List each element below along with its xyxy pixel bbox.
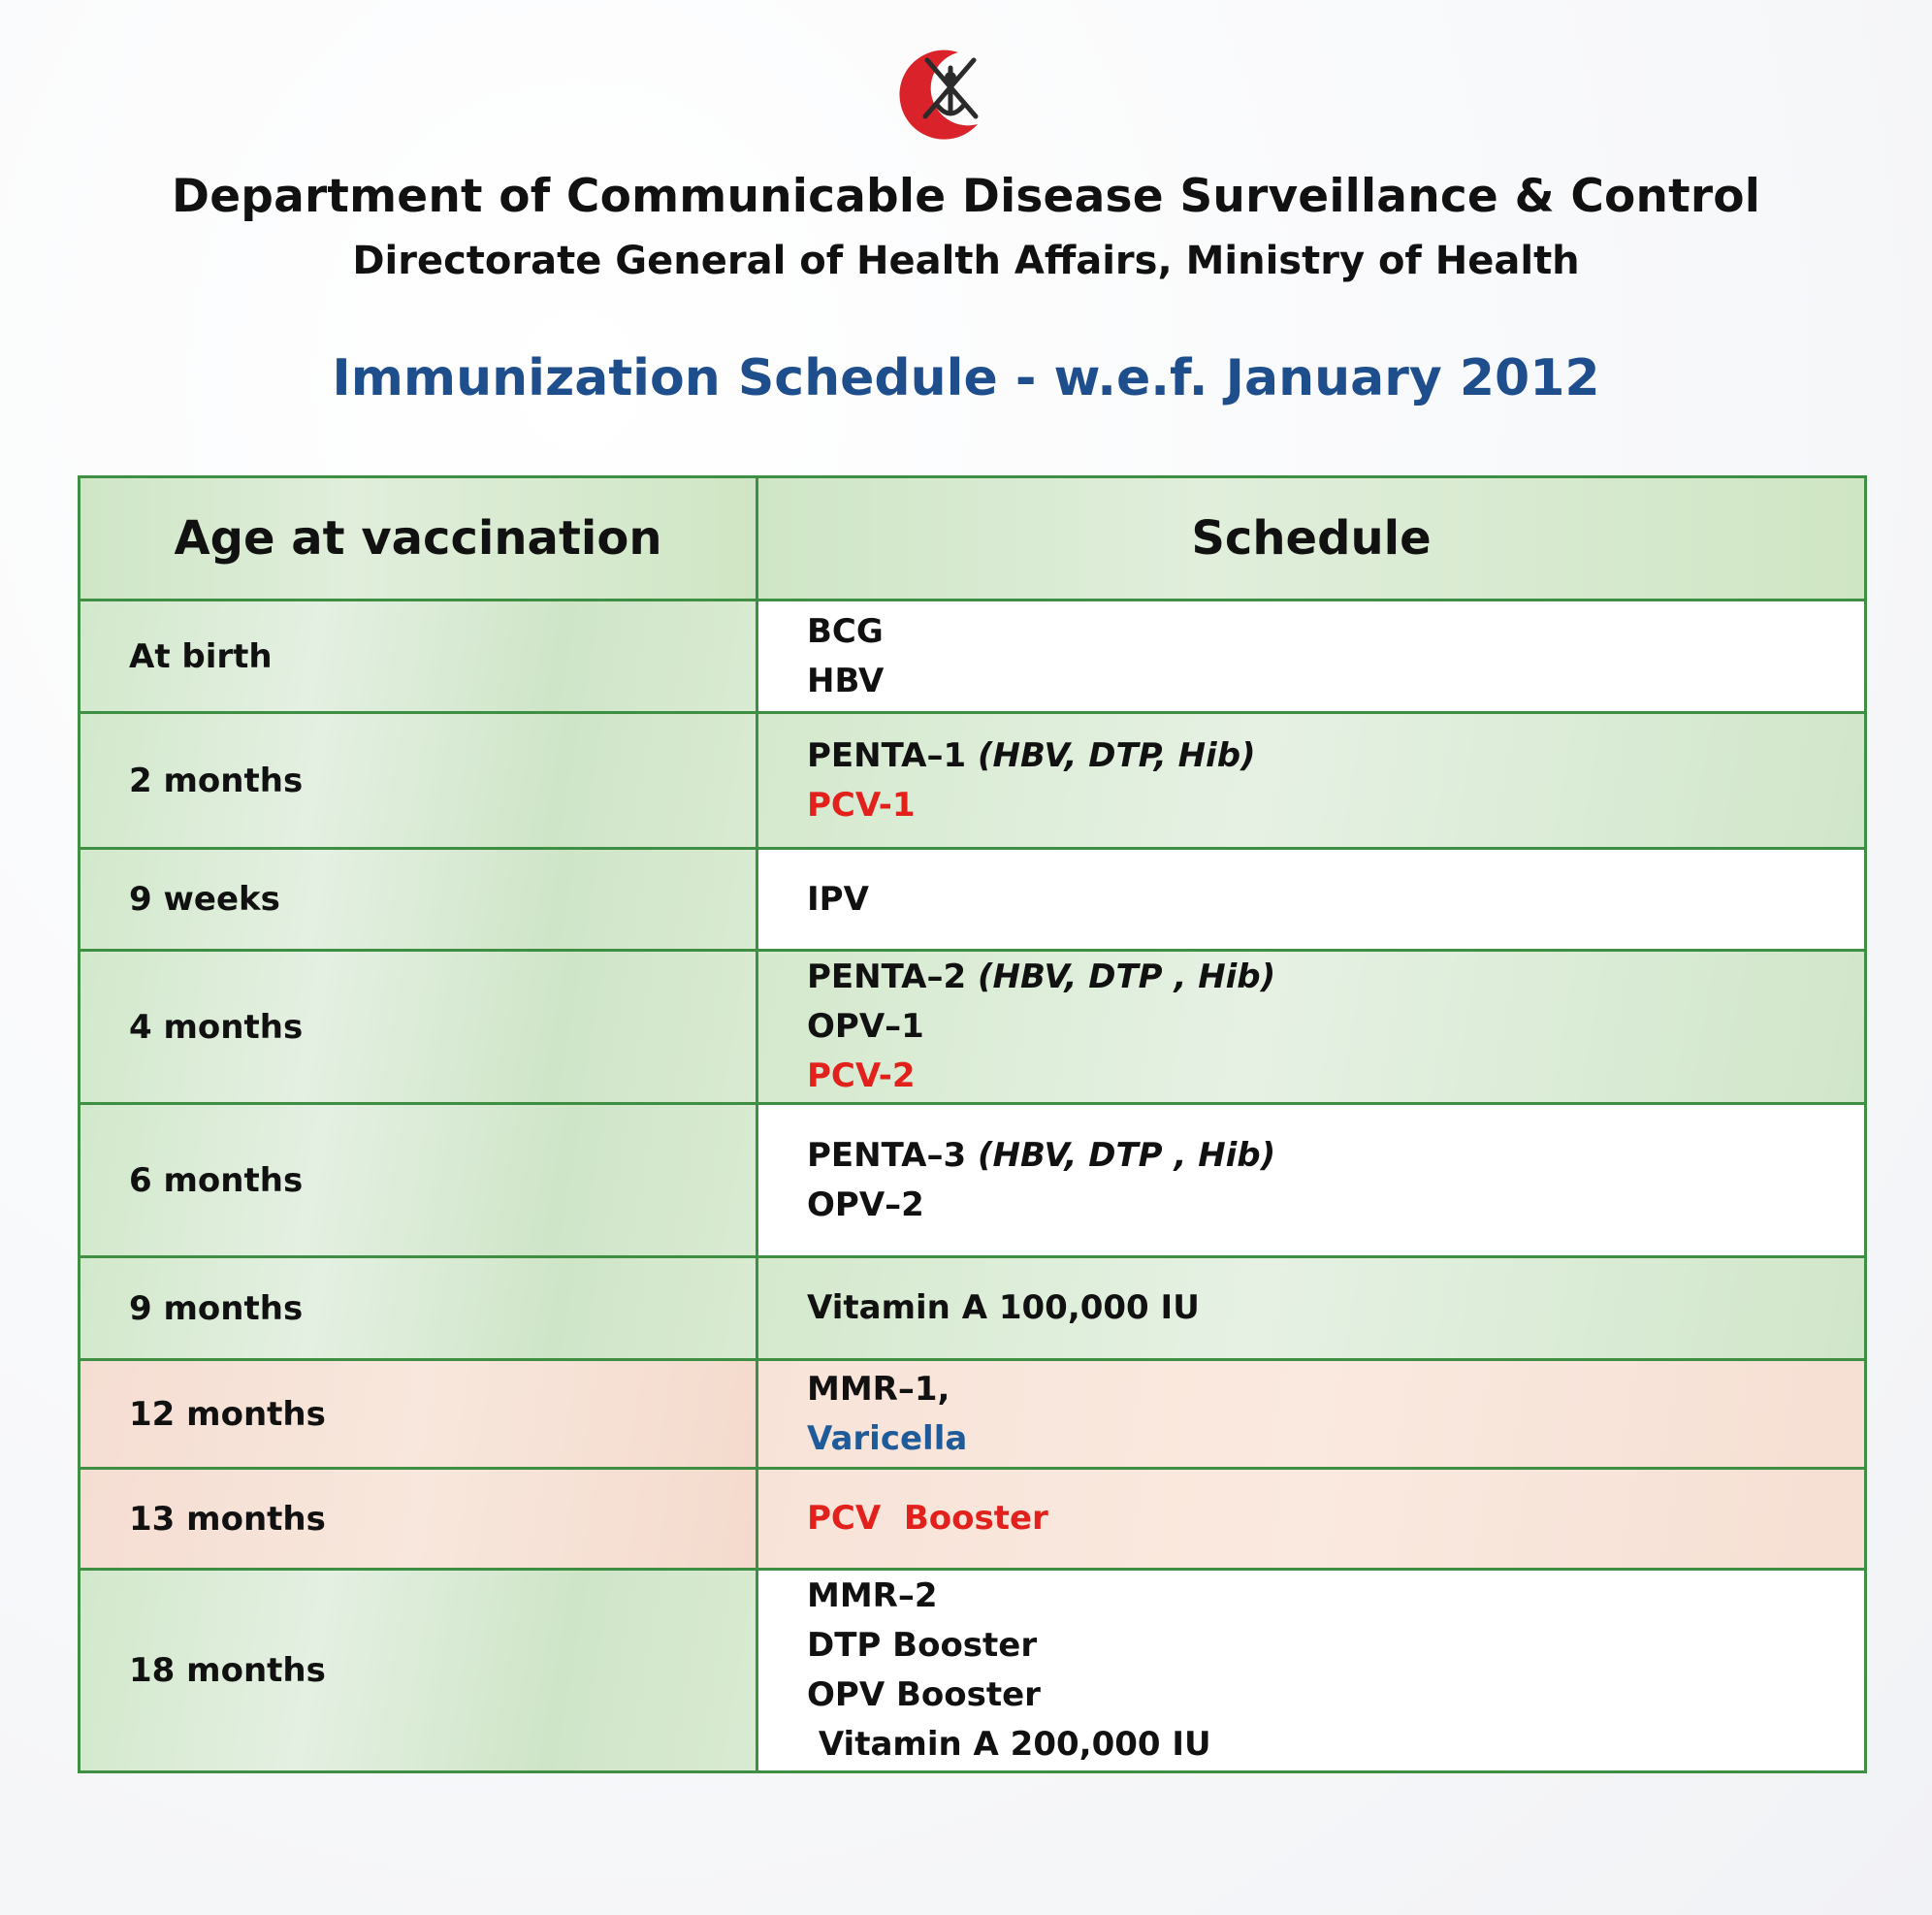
vaccine-item	[807, 607, 1863, 657]
vaccine-name: Vitamin A 100,000 IU	[807, 1288, 1200, 1327]
vaccine-name: Varicella	[807, 1418, 968, 1458]
vaccine-item	[807, 1621, 1863, 1671]
vaccine-name: OPV–2	[807, 1185, 924, 1224]
vaccine-item	[807, 1283, 1863, 1333]
age-cell: 9 months	[80, 1257, 757, 1360]
vaccine-item	[807, 1131, 1863, 1181]
vaccine-item	[807, 781, 1863, 830]
vaccine-name: BCG	[807, 611, 884, 651]
schedule-cell	[757, 1360, 1866, 1469]
table-row	[80, 713, 1866, 849]
table-row	[80, 1469, 1866, 1570]
schedule-cell	[757, 1257, 1866, 1360]
age-cell: 6 months	[80, 1104, 757, 1257]
vaccine-item	[807, 1002, 1863, 1052]
header-schedule: Schedule	[757, 477, 1866, 600]
vaccine-name: HBV	[807, 661, 885, 700]
immunization-table	[78, 475, 1867, 1773]
vaccine-item	[807, 1572, 1863, 1621]
vaccine-name: MMR–1,	[807, 1369, 950, 1409]
vaccine-name: OPV–1	[807, 1007, 924, 1046]
vaccine-name: MMR–2	[807, 1576, 938, 1615]
crescent-emblem-icon	[883, 39, 999, 146]
vaccine-name: PENTA–2	[807, 958, 978, 996]
table-row	[80, 1104, 1866, 1257]
schedule-cell	[757, 1469, 1866, 1570]
table-row	[80, 951, 1866, 1104]
schedule-cell	[757, 1104, 1866, 1257]
table-header-row	[80, 477, 1866, 600]
vaccine-item	[807, 1494, 1863, 1543]
vaccine-name: PCV-2	[807, 1056, 916, 1095]
vaccine-item	[807, 657, 1863, 706]
age-cell: 18 months	[80, 1570, 757, 1772]
schedule-cell	[757, 1570, 1866, 1772]
vaccine-item	[807, 875, 1863, 925]
vaccine-name: Vitamin A 200,000 IU	[807, 1725, 1211, 1764]
vaccine-name: DTP Booster	[807, 1626, 1038, 1665]
vaccine-name: PENTA–3	[807, 1135, 978, 1175]
vaccine-components-note: (HBV, DTP , Hib)	[977, 1135, 1276, 1175]
schedule-cell	[757, 849, 1866, 951]
table-row	[80, 1360, 1866, 1469]
vaccine-item	[807, 1671, 1863, 1720]
vaccine-item	[807, 731, 1863, 781]
vaccine-name: OPV Booster	[807, 1675, 1041, 1714]
age-cell: 9 weeks	[80, 849, 757, 951]
vaccine-item	[807, 1052, 1863, 1101]
vaccine-components-note: (HBV, DTP, Hib)	[977, 735, 1256, 775]
schedule-title: Immunization Schedule - w.e.f. January 2012	[332, 349, 1600, 407]
table-body	[80, 600, 1866, 1772]
age-cell: 2 months	[80, 713, 757, 849]
age-cell: At birth	[80, 600, 757, 713]
vaccine-name: PENTA–1	[807, 735, 978, 775]
age-cell: 12 months	[80, 1360, 757, 1469]
vaccine-name: IPV	[807, 879, 869, 919]
vaccine-name: PCV-1	[807, 785, 916, 825]
age-cell: 4 months	[80, 951, 757, 1104]
schedule-cell	[757, 600, 1866, 713]
table-row	[80, 600, 1866, 713]
department-title: Department of Communicable Disease Surveillance & Control	[171, 170, 1761, 223]
vaccine-name: PCV Booster	[807, 1499, 1048, 1538]
vaccine-item	[807, 1181, 1863, 1230]
table-row	[80, 1257, 1866, 1360]
vaccine-item	[807, 1720, 1863, 1769]
schedule-cell	[757, 951, 1866, 1104]
table-row	[80, 849, 1866, 951]
directorate-subtitle: Directorate General of Health Affairs, Ministry of Health	[352, 239, 1580, 283]
vaccine-item	[807, 1365, 1863, 1414]
header-age: Age at vaccination	[80, 477, 757, 600]
vaccine-item	[807, 1414, 1863, 1464]
table-row	[80, 1570, 1866, 1772]
age-cell: 13 months	[80, 1469, 757, 1570]
vaccine-item	[807, 953, 1863, 1002]
schedule-cell	[757, 713, 1866, 849]
vaccine-components-note: (HBV, DTP , Hib)	[977, 958, 1276, 996]
